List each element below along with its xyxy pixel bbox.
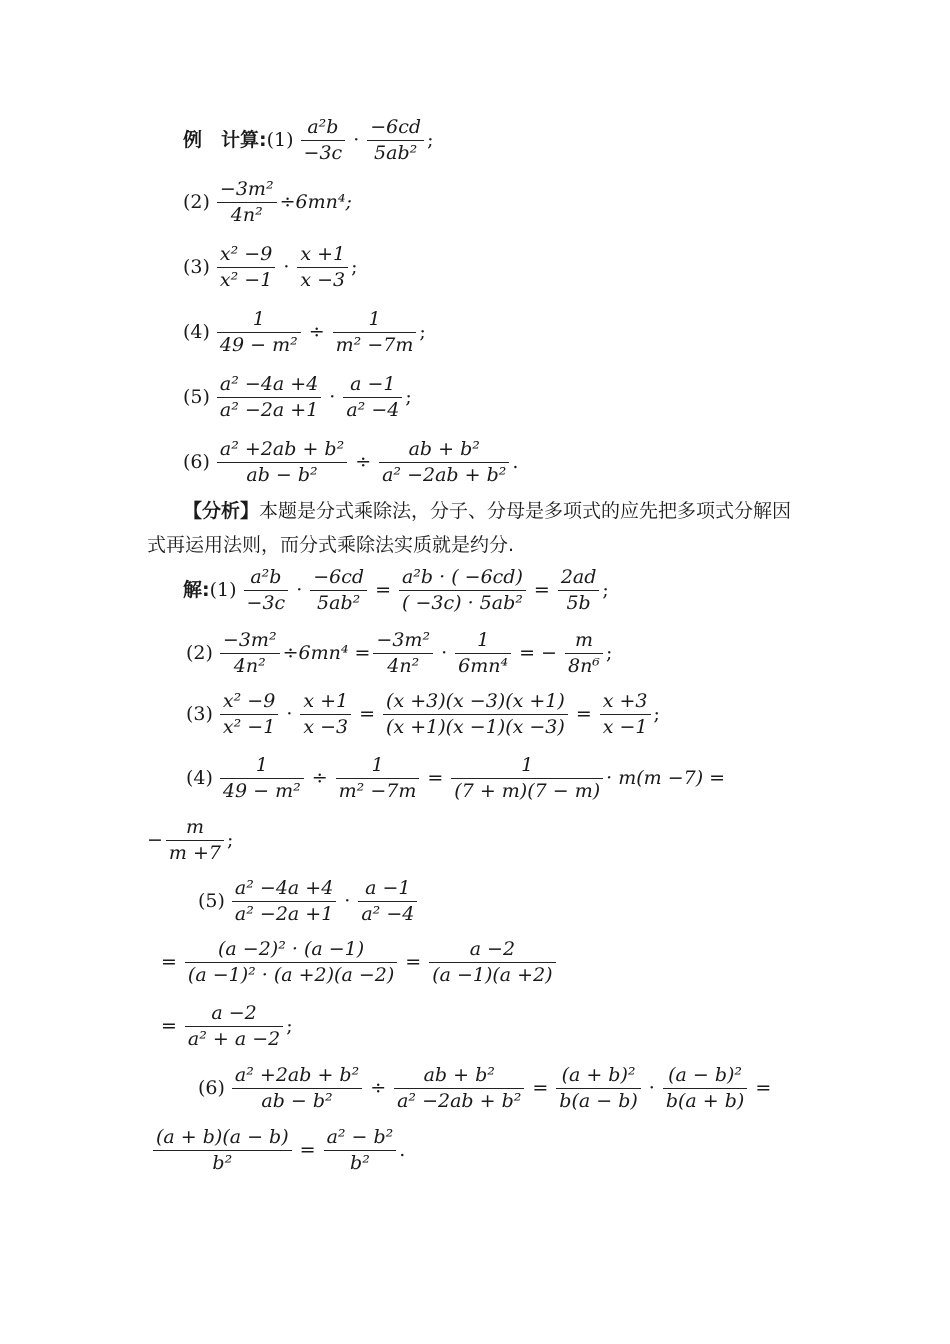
math-text: ; <box>351 256 358 278</box>
denominator: 4n² <box>233 655 266 677</box>
fraction <box>217 375 321 420</box>
denominator: b(a + b) <box>665 1090 745 1112</box>
numerator: −6cd <box>367 118 424 141</box>
math-text: = <box>533 579 550 601</box>
denominator: a² + a −2 <box>187 1028 281 1050</box>
fraction <box>358 879 417 924</box>
fraction <box>394 1066 524 1111</box>
math-text: (3) <box>183 256 210 278</box>
fraction <box>232 1066 362 1111</box>
fraction <box>399 568 526 613</box>
math-text: ÷6mn⁴; <box>279 191 352 213</box>
math-text: = <box>359 703 376 725</box>
math-text: = <box>375 579 391 601</box>
numerator: ab + b² <box>379 440 509 463</box>
math-text: · <box>296 579 303 601</box>
example-label: 例 计算 <box>183 129 260 151</box>
denominator: (7 + m)(7 − m) <box>454 780 601 802</box>
denominator: m +7 <box>168 842 221 864</box>
math-text: (6) <box>198 1077 225 1099</box>
fraction <box>185 1004 283 1049</box>
fraction <box>220 692 278 737</box>
solution-2 <box>186 631 612 676</box>
math-text: . <box>399 1139 406 1161</box>
fraction <box>373 631 433 676</box>
numerator: (a −2)² · (a −1) <box>185 940 397 963</box>
fraction <box>153 1128 292 1173</box>
denominator: −3c <box>246 592 286 614</box>
denominator: a² −4 <box>361 903 415 925</box>
fraction <box>333 310 417 355</box>
numerator: a²b <box>301 118 346 141</box>
fraction <box>301 118 346 163</box>
example-item-6 <box>183 440 518 485</box>
numerator: a −2 <box>185 1004 283 1027</box>
fraction <box>220 631 280 676</box>
numerator: x² −9 <box>217 245 275 268</box>
math-text: · <box>344 890 351 912</box>
fraction <box>383 692 568 737</box>
numerator: −6cd <box>310 568 367 591</box>
fraction <box>232 879 336 924</box>
math-text: ; <box>227 829 234 851</box>
numerator: a² +2ab + b² <box>232 1066 362 1089</box>
numerator: x +3 <box>600 692 651 715</box>
fraction <box>300 692 351 737</box>
numerator: ab + b² <box>394 1066 524 1089</box>
numerator: a² −4a +4 <box>232 879 336 902</box>
math-text: · <box>441 642 448 664</box>
solution-label: 解 <box>183 579 203 601</box>
fraction <box>217 310 301 355</box>
fraction <box>343 375 402 420</box>
denominator: x −1 <box>602 716 648 738</box>
fraction <box>324 1128 397 1173</box>
math-text: = <box>427 767 444 789</box>
math-text: (1) <box>209 579 237 601</box>
math-text: = <box>299 1139 316 1161</box>
numerator: (a − b)² <box>663 1066 747 1089</box>
numerator: 1 <box>220 756 304 779</box>
math-text: (5) <box>183 386 210 408</box>
fraction <box>367 118 424 163</box>
analysis-tag: 【分析】 <box>183 500 260 522</box>
math-text: (4) <box>186 767 213 789</box>
math-text: = <box>575 703 592 725</box>
numerator: m <box>565 631 603 654</box>
fraction <box>310 568 367 613</box>
denominator: 8n⁶ <box>567 655 600 677</box>
fraction <box>244 568 289 613</box>
denominator: b² <box>350 1152 370 1174</box>
numerator: 1 <box>455 631 511 654</box>
solution-3 <box>186 692 660 737</box>
fraction <box>185 940 397 985</box>
math-text: (6) <box>183 451 210 473</box>
math-text: ÷ <box>370 1077 387 1099</box>
numerator: a −2 <box>429 940 555 963</box>
denominator: x² −1 <box>222 716 276 738</box>
math-text: : <box>259 129 267 151</box>
math-text: · <box>329 386 336 408</box>
denominator: a² −2ab + b² <box>397 1090 522 1112</box>
fraction <box>558 568 600 613</box>
numerator: m <box>166 818 224 841</box>
math-text: 式再运用法则，而分式乘除法实质就是约分. <box>147 534 515 556</box>
denominator: (a −1)² · (a +2)(a −2) <box>187 964 395 986</box>
numerator: (a + b)² <box>556 1066 640 1089</box>
math-text: ; <box>605 642 613 664</box>
math-text: . <box>512 451 519 473</box>
fraction <box>166 818 224 863</box>
fraction <box>336 756 420 801</box>
solution-5-step2 <box>156 940 559 985</box>
example-item-4 <box>183 310 426 355</box>
math-text: = <box>161 1015 177 1037</box>
solution-4-continued <box>147 818 233 863</box>
denominator: b² <box>212 1152 233 1174</box>
denominator: m² −7m <box>338 780 417 802</box>
math-text: = <box>405 951 422 973</box>
math-text: ; <box>286 1015 293 1037</box>
math-text: ; <box>653 703 660 725</box>
math-text: ÷ <box>308 321 325 343</box>
numerator: a² +2ab + b² <box>217 440 347 463</box>
numerator: x +1 <box>297 245 348 268</box>
numerator: 1 <box>333 310 417 333</box>
numerator: a²b <box>244 568 289 591</box>
example-item-3 <box>183 245 358 290</box>
denominator: a² −2a +1 <box>234 903 334 925</box>
math-text: ; <box>602 579 609 601</box>
denominator: ( −3c) · 5ab² <box>402 592 523 614</box>
denominator: 4n² <box>387 655 420 677</box>
numerator: −3m² <box>217 180 277 203</box>
numerator: −3m² <box>220 631 280 654</box>
math-text: (4) <box>183 321 210 343</box>
numerator: a² − b² <box>324 1128 397 1151</box>
solution-1 <box>183 568 609 613</box>
denominator: m² −7m <box>335 334 414 356</box>
fraction <box>217 180 277 225</box>
numerator: a²b · ( −6cd) <box>399 568 526 591</box>
math-text: : <box>202 579 210 601</box>
denominator: −3c <box>303 142 343 164</box>
math-text: ÷6mn⁴ = <box>282 642 371 664</box>
math-text: · <box>283 256 290 278</box>
solution-6 <box>198 1066 776 1111</box>
numerator: 1 <box>217 310 301 333</box>
denominator: x² −1 <box>219 269 273 291</box>
math-text: · <box>648 1077 655 1099</box>
math-text: = <box>755 1077 772 1099</box>
analysis-paragraph <box>147 494 807 562</box>
fraction <box>217 245 275 290</box>
math-text: = <box>532 1077 549 1099</box>
fraction <box>455 631 511 676</box>
numerator: (x +3)(x −3)(x +1) <box>383 692 568 715</box>
denominator: a² −2ab + b² <box>382 464 507 486</box>
numerator: 1 <box>336 756 420 779</box>
math-text: ; <box>427 129 434 151</box>
math-text: · m(m −7) = <box>606 767 726 789</box>
math-text: (5) <box>198 890 225 912</box>
solution-6-continued <box>150 1128 405 1173</box>
math-text: − <box>147 829 163 851</box>
denominator: x −3 <box>303 716 349 738</box>
fraction <box>217 440 347 485</box>
denominator: ab − b² <box>261 1090 333 1112</box>
denominator: x −3 <box>300 269 346 291</box>
math-text: ; <box>419 321 426 343</box>
fraction <box>663 1066 747 1111</box>
denominator: 5ab² <box>317 592 361 614</box>
denominator: a² −4 <box>346 399 400 421</box>
math-text: (3) <box>186 703 213 725</box>
example-item-5 <box>183 375 412 420</box>
denominator: (a −1)(a +2) <box>432 964 553 986</box>
numerator: a² −4a +4 <box>217 375 321 398</box>
fraction <box>429 940 555 985</box>
math-text: = <box>161 951 177 973</box>
numerator: −3m² <box>373 631 433 654</box>
math-text: ÷ <box>355 451 372 473</box>
fraction <box>556 1066 640 1111</box>
numerator: 1 <box>451 756 603 779</box>
numerator: x +1 <box>300 692 351 715</box>
fraction <box>297 245 348 290</box>
fraction <box>565 631 603 676</box>
math-text: · <box>353 129 360 151</box>
numerator: (a + b)(a − b) <box>153 1128 292 1151</box>
denominator: a² −2a +1 <box>219 399 319 421</box>
denominator: 49 − m² <box>222 780 301 802</box>
solution-5-step3 <box>156 1004 293 1049</box>
math-text: (2) <box>183 191 210 213</box>
denominator: b(a − b) <box>559 1090 638 1112</box>
numerator: a −1 <box>358 879 417 902</box>
fraction <box>451 756 603 801</box>
math-text: ; <box>405 386 412 408</box>
solution-4 <box>186 756 725 801</box>
example-item-2 <box>183 180 352 225</box>
numerator: x² −9 <box>220 692 278 715</box>
fraction <box>220 756 304 801</box>
denominator: (x +1)(x −1)(x −3) <box>386 716 565 738</box>
math-text: ÷ <box>311 767 328 789</box>
fraction <box>379 440 509 485</box>
math-text: = − <box>519 642 557 664</box>
denominator: 5b <box>566 592 591 614</box>
math-text: (1) <box>266 129 294 151</box>
numerator: a −1 <box>343 375 402 398</box>
denominator: ab − b² <box>246 464 318 486</box>
math-text: 本题是分式乘除法，分子、分母是多项式的应先把多项式分解因 <box>259 500 792 522</box>
math-text: · <box>286 703 293 725</box>
solution-5 <box>198 879 420 924</box>
denominator: 4n² <box>230 204 263 226</box>
denominator: 5ab² <box>374 142 418 164</box>
math-text: (2) <box>186 642 213 664</box>
numerator: 2ad <box>558 568 600 591</box>
example-item-1 <box>183 118 433 163</box>
denominator: 49 − m² <box>219 334 298 356</box>
fraction <box>600 692 651 737</box>
denominator: 6mn⁴ <box>458 655 509 677</box>
